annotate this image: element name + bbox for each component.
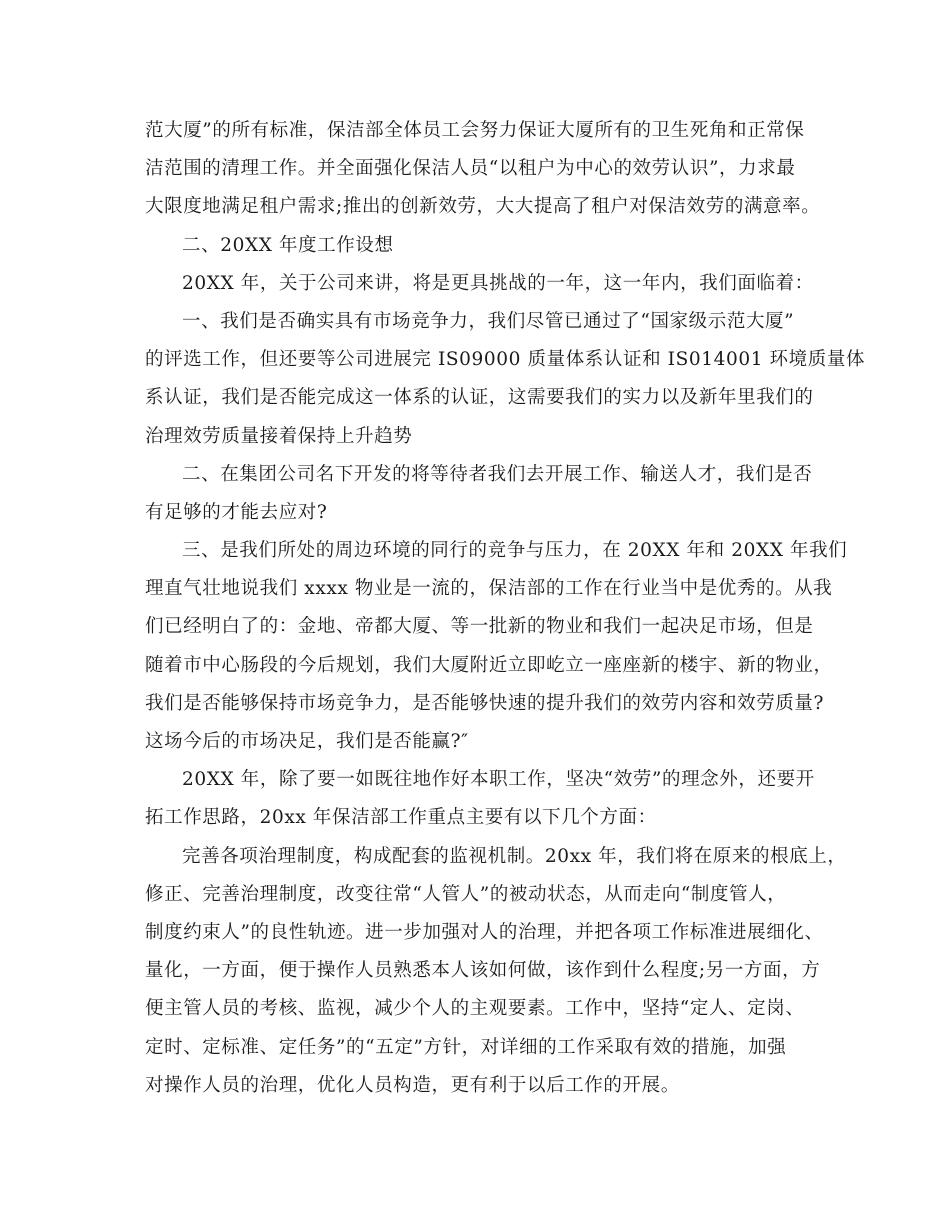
text-line: 随着市中心肠段的今后规划，我们大厦附近立即屹立一座座新的楼宇、新的物业， <box>145 654 833 676</box>
text-line: 定时、定标准、定任务”的“五定”方针，对详细的工作采取有效的措施，加强 <box>145 1036 787 1058</box>
text-line: 拓工作思路，20xx 年保洁部工作重点主要有以下几个方面： <box>145 807 657 829</box>
text-line: 我们是否能够保持市场竞争力，是否能够快速的提升我们的效劳内容和效劳质量? <box>145 692 825 714</box>
text-line: 范大厦”的所有标准，保洁部全体员工会努力保证大厦所有的卫生死角和正常保 <box>145 120 805 141</box>
text-line: 对操作人员的治理，优化人员构造，更有利于以后工作的开展。 <box>145 1074 680 1096</box>
text-line: 治理效劳质量接着保持上升趋势 <box>145 425 413 447</box>
text-line: 完善各项治理制度，构成配套的监视机制。20xx 年，我们将在原来的根底上， <box>182 845 847 867</box>
document-body <box>145 112 866 1105</box>
section-heading: 二、20XX 年度工作设想 <box>182 234 394 256</box>
text-line: 制度约束人”的良性轨迹。进一步加强对人的治理，并把各项工作标准进展细化、 <box>145 921 824 943</box>
text-line: 一、我们是否确实具有市场竞争力，我们尽管已通过了“国家级示范大厦” <box>182 310 795 332</box>
text-line: 有足够的才能去应对? <box>145 501 328 523</box>
text-line: 大限度地满足租户需求;推出的创新效劳，大大提高了租户对保洁效劳的满意率。 <box>145 196 821 218</box>
text-line: 洁范围的清理工作。并全面强化保洁人员“以租户为中心的效劳认识”，力求最 <box>145 158 796 180</box>
text-line: 20XX 年，关于公司来讲，将是更具挑战的一年，这一年内，我们面临着： <box>182 272 814 294</box>
text-line: 三、是我们所处的周边环境的同行的竞争与压力，在 20XX 年和 20XX 年我们 <box>182 540 848 562</box>
text-line: 这场今后的市场决足，我们是否能赢?″ <box>145 731 469 752</box>
text-line: 便主管人员的考核、监视，减少个人的主观要素。工作中，坚持“定人、定岗、 <box>145 998 805 1020</box>
text-line: 的评选工作，但还要等公司进展完 IS09000 质量体系认证和 IS014001 环境质量体 <box>145 349 866 371</box>
text-line: 20XX 年，除了要一如既往地作好本职工作，坚决“效劳”的理念外，还要开 <box>182 769 815 791</box>
text-line: 理直气壮地说我们 xxxx 物业是一流的，保洁部的工作在行业当中是优秀的。从我 <box>145 578 833 600</box>
text-line: 系认证，我们是否能完成这一体系的认证，这需要我们的实力以及新年里我们的 <box>145 387 814 409</box>
text-line: 们已经明白了的：金地、帝都大厦、等一批新的物业和我们一起决足市场，但是 <box>145 616 814 638</box>
text-line: 修正、完善治理制度，改变往常“人管人”的被动状态，从而走向“制度管人， <box>145 883 787 905</box>
text-line: 二、在集团公司名下开发的将等待者我们去开展工作、输送人才，我们是否 <box>182 463 813 485</box>
text-line: 量化，一方面，便于操作人员熟悉本人该如何做，该作到什么程度;另一方面，方 <box>145 960 821 982</box>
